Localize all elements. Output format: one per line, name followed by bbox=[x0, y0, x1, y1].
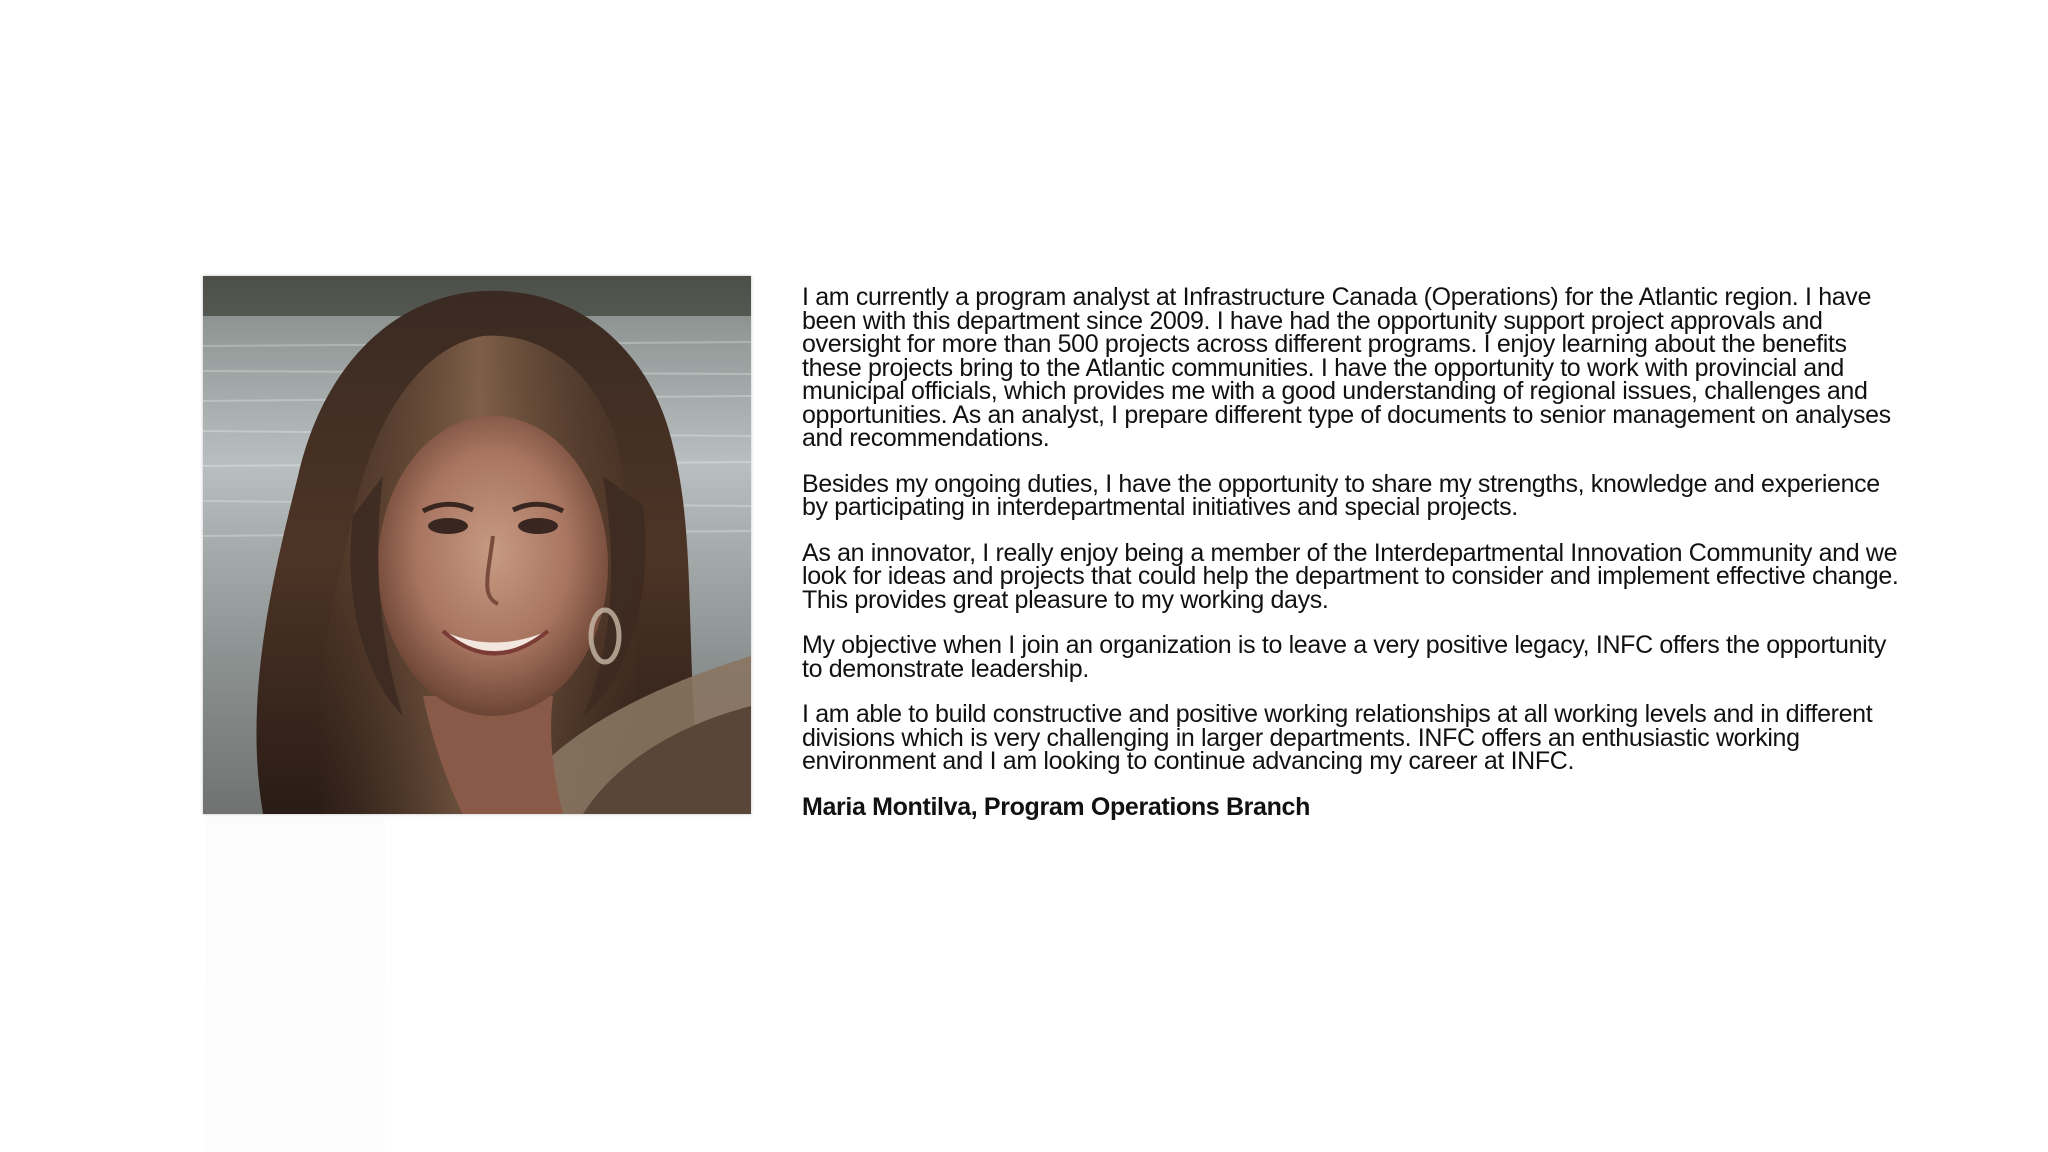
bio-paragraph-2: Besides my ongoing duties, I have the opportunity to share my strengths, knowledge and experience by participating in interdepartmental initiatives and special projects. bbox=[802, 469, 1880, 521]
bio-paragraph-4: My objective when I join an organization is to leave a very positive legacy, INFC offers the opportunity to demonstrate leadership. bbox=[802, 631, 1887, 683]
signature: Maria Montilva, Program Operations Branch bbox=[802, 792, 1310, 821]
background-shade bbox=[205, 814, 385, 1152]
bio-text bbox=[802, 283, 1902, 841]
bio-paragraph-1: I am currently a program analyst at Infrastructure Canada (Operations) for the Atlantic region. I have been with this department since 2009. I have had the opportunity support project approvals and oversight for more than 500 projects across different programs. I enjoy learning about the benefits these projects bring to the Atlantic communities. I have the opportunity to work with provincial and municipal officials, which provides me with a good understanding of regional issues, challenges and opportunities. As an analyst, I prepare different type of documents to senior management on analyses and recommendations. bbox=[802, 283, 1891, 452]
bio-paragraph-5: I am able to build constructive and positive working relationships at all working levels and in different divisions which is very challenging in larger departments. INFC offers an enthusiastic working environment and I am looking to continue advancing my career at INFC. bbox=[802, 700, 1873, 775]
portrait-photo bbox=[203, 276, 751, 814]
bio-paragraph-3: As an innovator, I really enjoy being a member of the Interdepartmental Innovation Community and we look for ideas and projects that could help the department to consider and implement effective change. This provides great pleasure to my working days. bbox=[802, 538, 1899, 614]
